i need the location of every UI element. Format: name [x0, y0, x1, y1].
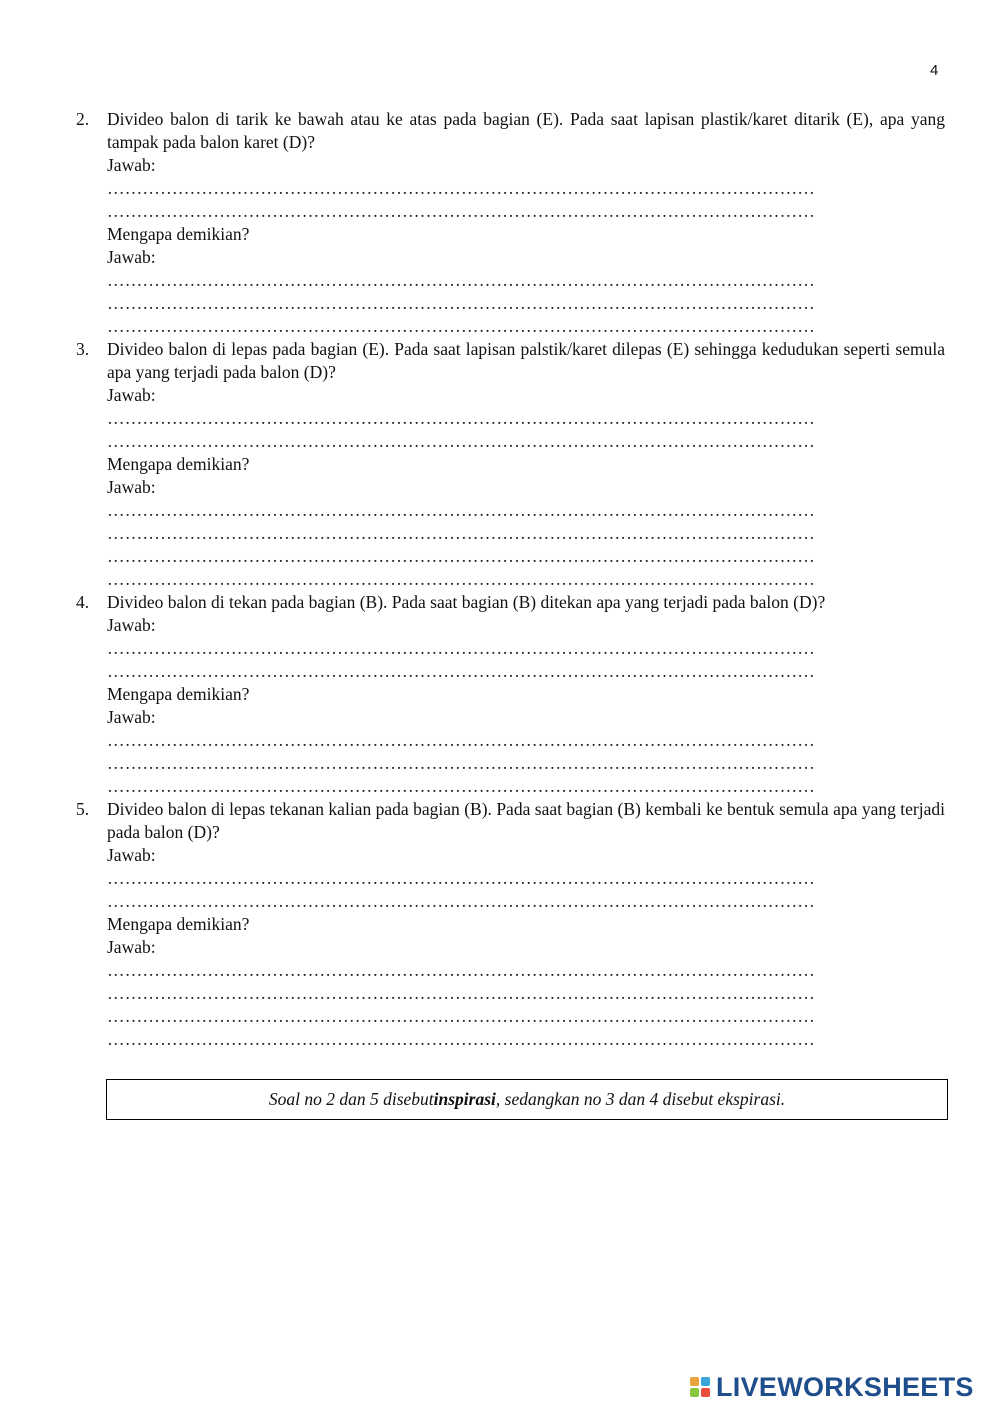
note-bold: inspirasi — [433, 1089, 496, 1109]
question-number: 2. — [76, 109, 90, 129]
brand-name: LIVEWORKSHEETS — [716, 1371, 974, 1402]
reason-answer-line[interactable]: ………………………………………………………………………………………………………… — [107, 569, 815, 589]
question-text: Divideo balon di tarik ke bawah atau ke atas pada bagian (E). Pada saat lapisan plastik/karet ditarik (E), apa yang tampak pada balon karet (D)? — [107, 109, 945, 152]
answer-line[interactable]: ………………………………………………………………………………………………………… — [107, 891, 815, 911]
answer-line[interactable]: ………………………………………………………………………………………………………… — [107, 661, 815, 681]
answer-label: Jawab: — [107, 845, 156, 865]
liveworksheets-logo — [690, 1371, 974, 1402]
reason-question: Mengapa demikian? — [107, 224, 250, 244]
question-3 — [0, 338, 999, 591]
question-number: 4. — [76, 592, 90, 612]
question-text: Divideo balon di lepas tekanan kalian pada bagian (B). Pada saat bagian (B) kembali ke bentuk semula apa yang terjadi pada balon (D)? — [107, 799, 945, 842]
reason-answer-line[interactable]: ………………………………………………………………………………………………………… — [107, 730, 815, 750]
reason-answer-line[interactable]: ………………………………………………………………………………………………………… — [107, 500, 815, 520]
answer-label: Jawab: — [107, 385, 156, 405]
reason-answer-line[interactable]: ………………………………………………………………………………………………………… — [107, 983, 815, 1003]
note-suffix: , sedangkan no 3 dan 4 disebut ekspirasi. — [495, 1089, 786, 1109]
reason-answer-line[interactable]: ………………………………………………………………………………………………………… — [107, 1029, 815, 1049]
answer-label: Jawab: — [107, 247, 156, 267]
reason-question: Mengapa demikian? — [107, 914, 250, 934]
question-text: Divideo balon di lepas pada bagian (E). Pada saat lapisan palstik/karet dilepas (E) sehingga kedudukan seperti semula apa yang terjadi pada balon (D)? — [107, 339, 945, 382]
reason-answer-line[interactable]: ………………………………………………………………………………………………………… — [107, 546, 815, 566]
reason-answer-line[interactable]: ………………………………………………………………………………………………………… — [107, 753, 815, 773]
reason-answer-line[interactable]: ………………………………………………………………………………………………………… — [107, 270, 815, 290]
answer-label: Jawab: — [107, 477, 156, 497]
reason-answer-line[interactable]: ………………………………………………………………………………………………………… — [107, 316, 815, 336]
note-box — [106, 1079, 948, 1120]
answer-label: Jawab: — [107, 615, 156, 635]
question-4 — [0, 591, 999, 798]
answer-line[interactable]: ………………………………………………………………………………………………………… — [107, 431, 815, 451]
answer-label: Jawab: — [107, 937, 156, 957]
reason-answer-line[interactable]: ………………………………………………………………………………………………………… — [107, 960, 815, 980]
answer-label: Jawab: — [107, 155, 156, 175]
worksheet-content — [0, 108, 999, 1051]
reason-answer-line[interactable]: ………………………………………………………………………………………………………… — [107, 523, 815, 543]
reason-answer-line[interactable]: ………………………………………………………………………………………………………… — [107, 293, 815, 313]
logo-mark-icon — [690, 1377, 710, 1397]
answer-label: Jawab: — [107, 707, 156, 727]
answer-line[interactable]: ………………………………………………………………………………………………………… — [107, 178, 815, 198]
answer-line[interactable]: ………………………………………………………………………………………………………… — [107, 868, 815, 888]
answer-line[interactable]: ………………………………………………………………………………………………………… — [107, 408, 815, 428]
question-text: Divideo balon di tekan pada bagian (B). Pada saat bagian (B) ditekan apa yang terjadi pada balon (D)? — [107, 592, 826, 612]
page-number: 4 — [930, 62, 939, 79]
question-5 — [0, 798, 999, 1051]
reason-answer-line[interactable]: ………………………………………………………………………………………………………… — [107, 1006, 815, 1026]
question-number: 3. — [76, 339, 90, 359]
reason-question: Mengapa demikian? — [107, 454, 250, 474]
reason-answer-line[interactable]: ………………………………………………………………………………………………………… — [107, 776, 815, 796]
answer-line[interactable]: ………………………………………………………………………………………………………… — [107, 638, 815, 658]
answer-line[interactable]: ………………………………………………………………………………………………………… — [107, 201, 815, 221]
question-2 — [0, 108, 999, 338]
reason-question: Mengapa demikian? — [107, 684, 250, 704]
note-prefix: Soal no 2 dan 5 disebut — [268, 1089, 434, 1109]
question-number: 5. — [76, 799, 90, 819]
